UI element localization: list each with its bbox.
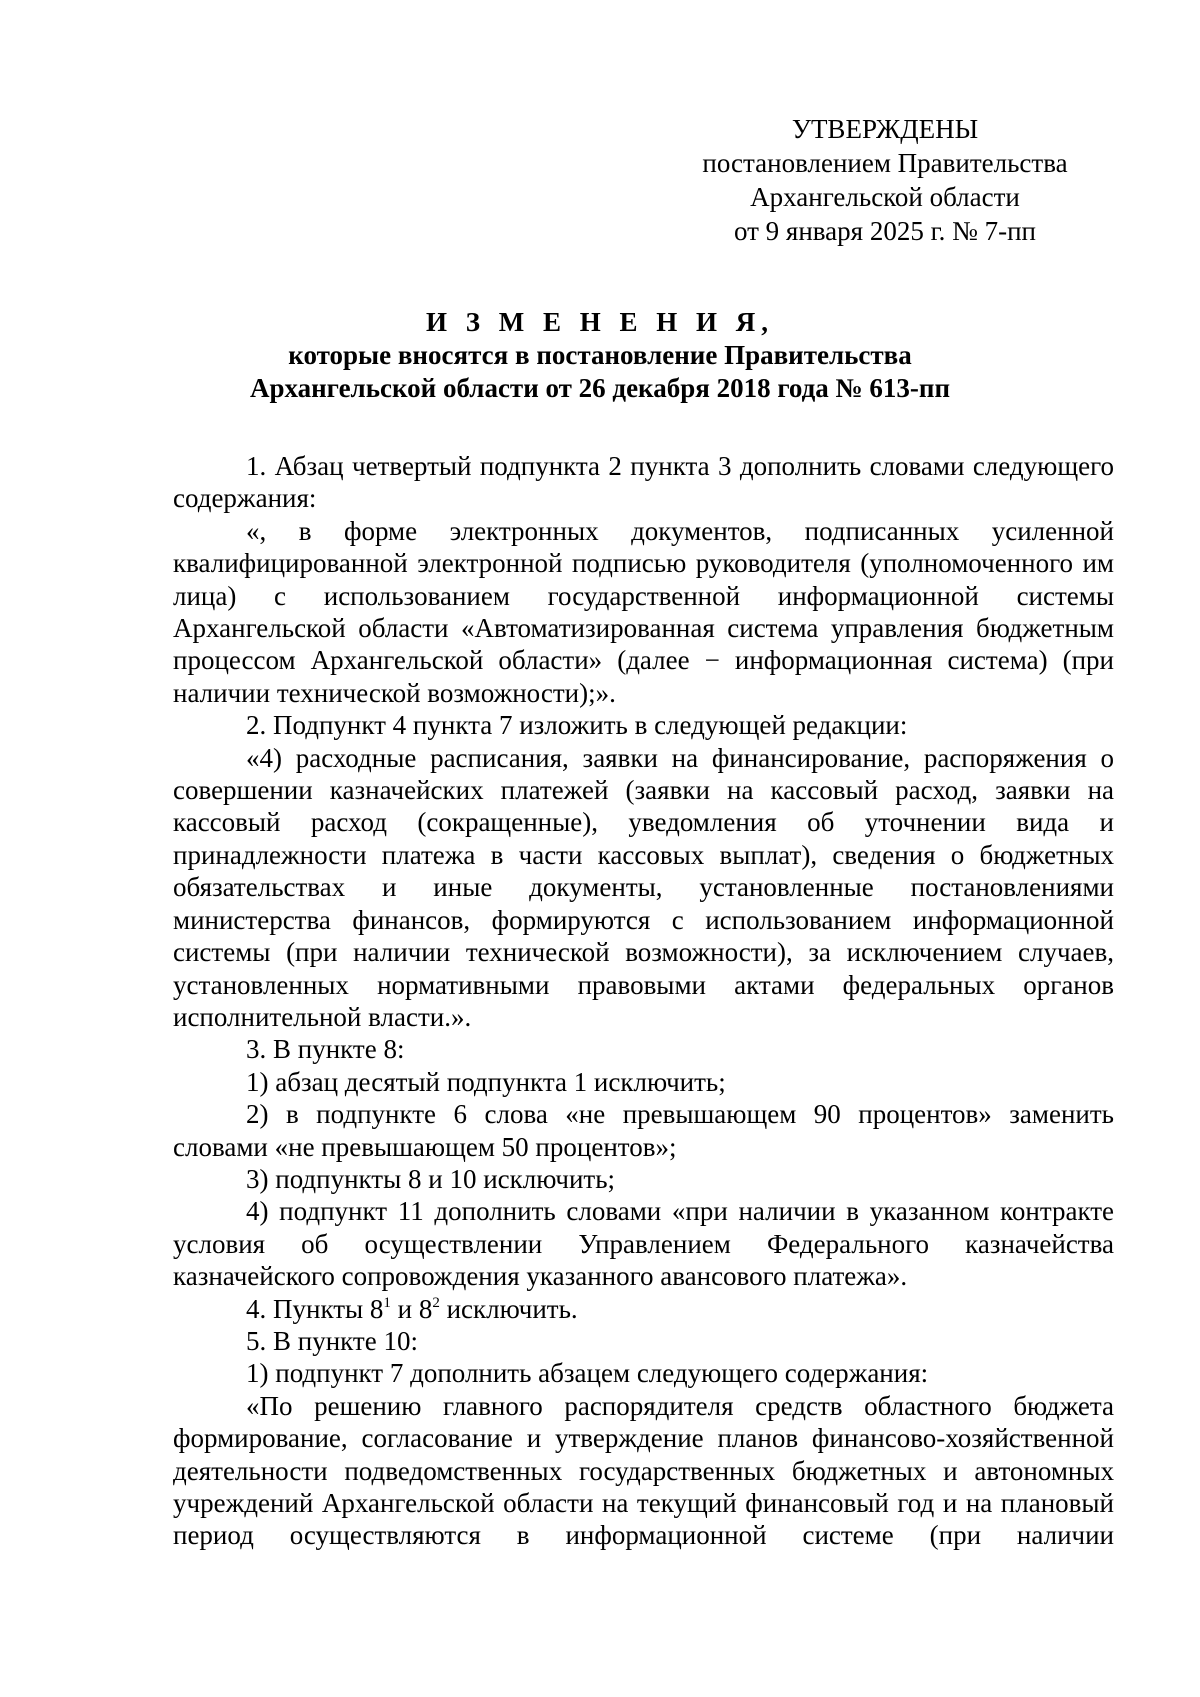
superscript-1: 1 <box>383 1294 391 1311</box>
paragraph-5: 5. В пункте 10: <box>246 1325 418 1356</box>
document-title <box>140 306 1060 405</box>
approval-line-approved: УТВЕРЖДЕНЫ <box>791 114 979 144</box>
paragraph-1-quote: «, в форме электронных документов, подписанных усиленной квалифицированной электронной подписью руководителя (уполномоченного им лица) с использованием государственной информационной системы Архангельской области «Автоматизированная система управления бюджетным процессом Архангельской области» (далее − информационная система) (при наличии технической возможности);». <box>173 515 1114 708</box>
approval-line-date: от 9 января 2025 г. № 7-пп <box>733 216 1037 246</box>
approval-line-region: Архангельской области <box>750 182 1020 212</box>
title-subtitle-line-1: которые вносятся в постановление Правительства <box>288 340 912 370</box>
superscript-2: 2 <box>432 1294 440 1311</box>
paragraph-4-text-c: исключить. <box>439 1293 578 1324</box>
paragraph-2: 2. Подпункт 4 пункта 7 изложить в следующей редакции: <box>246 710 908 741</box>
paragraph-1: 1. Абзац четвертый подпункта 2 пункта 3 дополнить словами следующего содержания: <box>173 451 1114 514</box>
paragraph-4-text-a: 4. Пункты 8 <box>246 1293 384 1324</box>
document-body <box>173 450 1114 1552</box>
paragraph-3-item-2: 2) в подпункте 6 слова «не превышающем 90 процентов» заменить словами «не превышающем 50 процентов»; <box>173 1099 1114 1162</box>
paragraph-3: 3. В пункте 8: <box>246 1034 405 1065</box>
paragraph-3-item-4: 4) подпункт 11 дополнить словами «при наличии в указанном контракте условия об осуществлении Управлением Федерального казначейства казначейского сопровождения указанного авансового платежа». <box>173 1196 1114 1292</box>
paragraph-5-quote: «По решению главного распорядителя средств областного бюджета формирование, согласование и утверждение планов финансово-хозяйственной деятельности подведомственных государственных бюджетных и автономных учреждений Архангельской области на текущий финансовый год и на плановый период осуществляются в информационной системе (при наличии <box>173 1390 1114 1551</box>
paragraph-2-quote: «4) расходные расписания, заявки на финансирование, распоряжения о совершении казначейских платежей (заявки на кассовый расход, заявки на кассовый расход (сокращенные), уведомления об уточнении вида и принадлежности платежа в части кассовых выплат), сведения о бюджетных обязательствах и иные документы, установленные постановлениями министерства финансов, формируются с использованием информационной системы (при наличии технической возможности), за исключением случаев, установленных нормативными правовыми актами федеральных органов исполнительной власти.». <box>173 742 1114 1032</box>
paragraph-4 <box>173 1293 1114 1325</box>
paragraph-5-item-1: 1) подпункт 7 дополнить абзацем следующего содержания: <box>246 1358 929 1389</box>
approval-stamp <box>700 112 1070 248</box>
paragraph-4-text-b: и 8 <box>390 1293 433 1324</box>
title-heading: И З М Е Н Е Н И Я, <box>425 307 774 337</box>
approval-line-by-resolution: постановлением Правительства <box>702 148 1068 178</box>
paragraph-3-item-1: 1) абзац десятый подпункта 1 исключить; <box>246 1066 726 1097</box>
title-subtitle-line-2: Архангельской области от 26 декабря 2018 года № 613-пп <box>249 373 951 403</box>
paragraph-3-item-3: 3) подпункты 8 и 10 исключить; <box>246 1163 616 1194</box>
